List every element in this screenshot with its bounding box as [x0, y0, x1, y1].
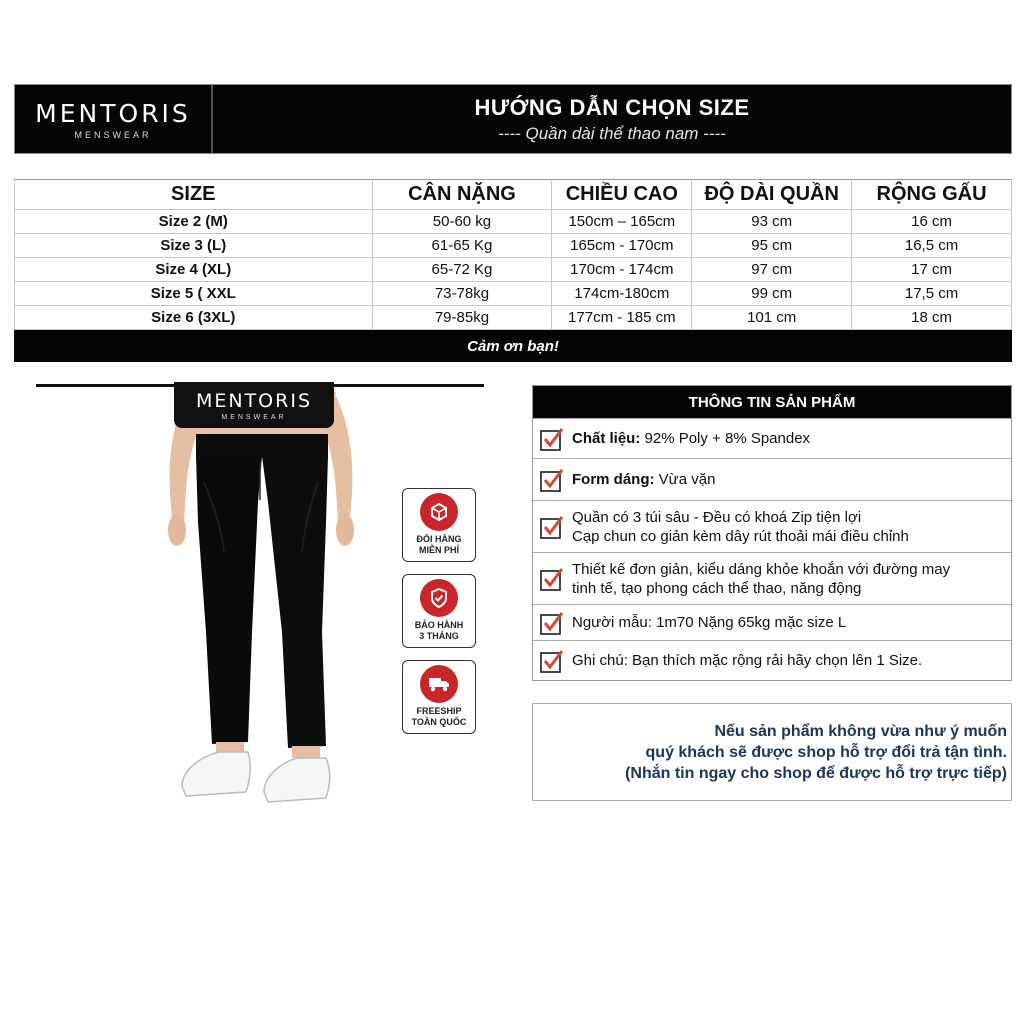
- column-header-size: SIZE: [15, 180, 373, 210]
- table-row: [15, 282, 1012, 306]
- checkbox-checked-icon: [539, 467, 565, 493]
- photo-brand-tag: [174, 382, 334, 428]
- support-line-1: Nếu sản phẩm không vừa như ý muốn: [714, 722, 1007, 740]
- hem-cell: 16 cm: [852, 210, 1012, 234]
- list-item: Thiết kế đơn giản, kiểu dáng khỏe khoắn với đường may tinh tế, tạo phong cách thể thao, năng động: [533, 552, 1011, 604]
- box-return-icon: [420, 493, 458, 531]
- photo-brand-name: MENTORIS: [195, 389, 313, 412]
- size-cell: Size 5 ( XXL: [15, 282, 373, 306]
- brand-logo: [15, 85, 213, 153]
- header-title-block: [213, 85, 1011, 153]
- hem-cell: 16,5 cm: [852, 234, 1012, 258]
- hem-cell: 18 cm: [852, 306, 1012, 330]
- list-item: Form dáng: Vừa vặn: [533, 458, 1011, 500]
- support-note: [532, 703, 1012, 801]
- badge-text: BẢO HÀNH 3 THÁNG: [414, 620, 464, 641]
- brand-tagline: MENSWEAR: [74, 129, 152, 140]
- badge-text: FREESHIP TOÀN QUỐC: [411, 706, 467, 727]
- list-item: Ghi chú: Bạn thích mặc rộng rải hãy chọn lên 1 Size.: [533, 640, 1011, 680]
- hem-cell: 17 cm: [852, 258, 1012, 282]
- table-row: [15, 258, 1012, 282]
- length-cell: 101 cm: [692, 306, 852, 330]
- delivery-truck-icon: [420, 665, 458, 703]
- list-item: Quần có 3 túi sâu - Đều có khoá Zip tiện lợi Cạp chun co giản kèm dây rút thoải mái điều chỉnh: [533, 500, 1011, 552]
- weight-cell: 50-60 kg: [372, 210, 552, 234]
- column-header-height: CHIỀU CAO: [552, 180, 692, 210]
- shield-check-icon: [420, 579, 458, 617]
- size-cell: Size 4 (XL): [15, 258, 373, 282]
- height-cell: 174cm-180cm: [552, 282, 692, 306]
- checkbox-checked-icon: [539, 566, 565, 592]
- badge-freeship: [402, 660, 476, 734]
- weight-cell: 65-72 Kg: [372, 258, 552, 282]
- size-chart-table: [14, 179, 1012, 330]
- product-info-title: THÔNG TIN SẢN PHẨM: [533, 386, 1011, 418]
- weight-cell: 79-85kg: [372, 306, 552, 330]
- column-header-weight: CÂN NẶNG: [372, 180, 552, 210]
- table-header-row: [15, 180, 1012, 210]
- length-cell: 97 cm: [692, 258, 852, 282]
- height-cell: 150cm – 165cm: [552, 210, 692, 234]
- checkbox-checked-icon: [539, 426, 565, 452]
- height-cell: 165cm - 170cm: [552, 234, 692, 258]
- column-header-hem: RỘNG GẤU: [852, 180, 1012, 210]
- size-cell: Size 6 (3XL): [15, 306, 373, 330]
- size-cell: Size 3 (L): [15, 234, 373, 258]
- table-row: [15, 234, 1012, 258]
- badge-free-exchange: [402, 488, 476, 562]
- checkbox-checked-icon: [539, 648, 565, 674]
- badge-warranty: [402, 574, 476, 648]
- checkbox-checked-icon: [539, 610, 565, 636]
- brand-name: MENTORIS: [35, 98, 191, 128]
- table-row: [15, 210, 1012, 234]
- table-row: [15, 306, 1012, 330]
- thank-you-bar: Cảm ơn bạn!: [14, 330, 1012, 362]
- checkbox-checked-icon: [539, 514, 565, 540]
- list-item: Chất liệu: 92% Poly + 8% Spandex: [533, 418, 1011, 458]
- height-cell: 177cm - 185 cm: [552, 306, 692, 330]
- badge-text: ĐỔI HÀNG MIỄN PHÍ: [416, 534, 462, 555]
- weight-cell: 61-65 Kg: [372, 234, 552, 258]
- list-item: Người mẫu: 1m70 Nặng 65kg mặc size L: [533, 604, 1011, 640]
- length-cell: 93 cm: [692, 210, 852, 234]
- product-info-table: [532, 385, 1012, 681]
- length-cell: 95 cm: [692, 234, 852, 258]
- support-line-3: (Nhắn tin ngay cho shop để được hỗ trợ trực tiếp): [625, 764, 1007, 782]
- support-line-2: quý khách sẽ được shop hỗ trợ đổi trả tận tình.: [645, 743, 1007, 761]
- weight-cell: 73-78kg: [372, 282, 552, 306]
- header-banner: [14, 84, 1012, 154]
- size-cell: Size 2 (M): [15, 210, 373, 234]
- page-title: HƯỚNG DẪN CHỌN SIZE: [474, 94, 750, 120]
- hem-cell: 17,5 cm: [852, 282, 1012, 306]
- photo-brand-tagline: MENSWEAR: [221, 413, 287, 421]
- column-header-length: ĐỘ DÀI QUẦN: [692, 180, 852, 210]
- height-cell: 170cm - 174cm: [552, 258, 692, 282]
- length-cell: 99 cm: [692, 282, 852, 306]
- page-subtitle: ---- Quần dài thể thao nam ----: [498, 123, 726, 143]
